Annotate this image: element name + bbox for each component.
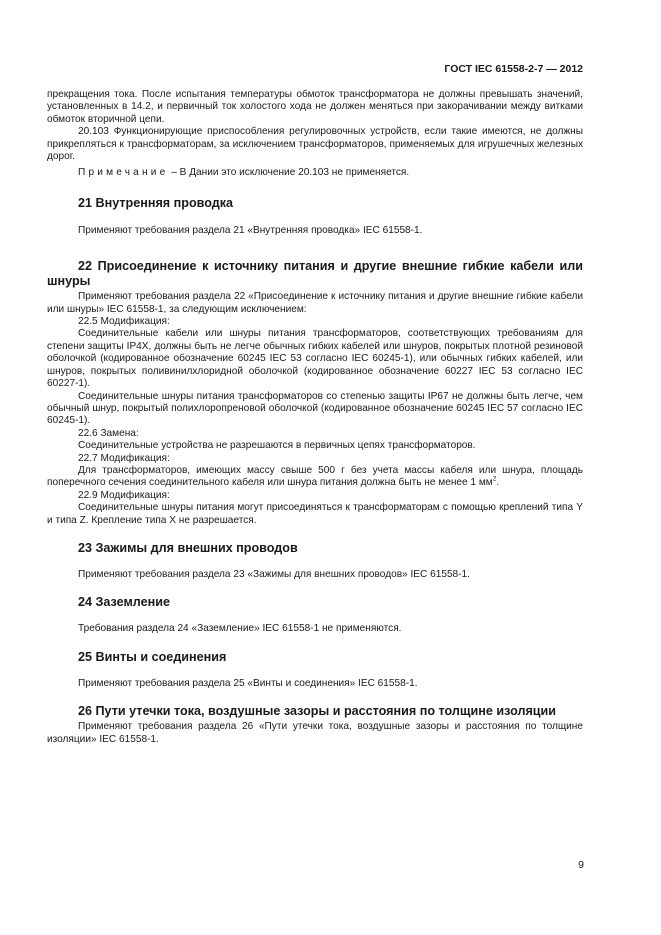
- clause-22-7-heading: 22.7 Модификация:: [78, 452, 170, 464]
- clause-22-7-end: .: [496, 477, 500, 489]
- clause-22-7-text: [47, 465, 583, 490]
- section-21-text: Применяют требования раздела 21 «Внутренняя проводка» IEC 61558-1.: [78, 224, 423, 236]
- note-text: – В Дании это исключение 20.103 не применяется.: [168, 167, 410, 179]
- section-26-title: 26 Пути утечки тока, воздушные зазоры и расстояния по толщине изоляции: [78, 704, 557, 719]
- section-22-intro: Применяют требования раздела 22 «Присоединение к источнику питания и другие внешние гибкие кабели или шнуры» IEC 61558-1, за следующим исключением:: [47, 291, 583, 315]
- clause-22-5-text-b: Соединительные шнуры питания трансформаторов со степенью защиты IP67 не должны быть легче, чем обычный шнур, покрытый полихлоропреновой оболочкой (кодированное обозначение 60245 IEC 57 согласно IEC 60245-1).: [47, 390, 583, 427]
- clause-22-6-heading: 22.6 Замена:: [78, 427, 139, 439]
- section-24-text: Требования раздела 24 «Заземление» IEC 61558-1 не применяются.: [78, 623, 402, 635]
- document-body: [47, 89, 583, 746]
- section-21-title: 21 Внутренняя проводка: [78, 195, 234, 210]
- clause-22-9-text: Соединительные шнуры питания могут присоединяться к трансформаторам с помощью креплений типа Y и типа Z. Крепление типа X не разрешается.: [47, 502, 583, 526]
- document-header: ГОСТ IEC 61558-2-7 — 2012: [444, 63, 583, 75]
- section-24-title: 24 Заземление: [78, 595, 170, 610]
- page-number: 9: [578, 859, 584, 871]
- clause-22-5-text-a: Соединительные кабели или шнуры питания трансформаторов, соответствующих требованиям для степени защиты IP4X, должны быть не легче обычных гибких кабелей или шнуров, покрытых плотной резиновой оболочкой (кодированное обозначение 60245 IEC 53 согласно IEC 60245-1), или обычных гибких кабелей, или шнуров, покрытых поливинилхлоридной оболочкой (кодированное обозначение 60227 IEC 53 согласно IEC 60227-1).: [47, 328, 583, 390]
- section-25-text: Применяют требования раздела 25 «Винты и соединения» IEC 61558-1.: [78, 677, 418, 689]
- clause-22-5-heading: 22.5 Модификация:: [78, 316, 170, 328]
- section-25-title: 25 Винты и соединения: [78, 649, 227, 664]
- paragraph-continuation: прекращения тока. После испытания температуры обмоток трансформатора не должны превышать значений, установленных в 14.2, и первичный ток холостого хода не должен меняться при закорачивании между витками обмоток вторичной цепи.: [47, 89, 583, 125]
- section-26-text: Применяют требования раздела 26 «Пути утечки тока, воздушные зазоры и расстояния по толщине изоляции» IEC 61558-1.: [47, 721, 583, 745]
- note-label: Примечание: [78, 167, 169, 179]
- clause-22-7-body: Для трансформаторов, имеющих массу свыше 500 г без учета массы кабеля или шнура, площадь поперечного сечения соединительного кабеля или шнура питания должна быть не менее 1 мм: [47, 464, 583, 489]
- clause-22-6-text: Соединительные устройства не разрешаются в первичных цепях трансформаторов.: [78, 440, 476, 452]
- superscript: 2: [492, 475, 497, 483]
- section-23-title: 23 Зажимы для внешних проводов: [78, 540, 298, 555]
- clause-22-9-heading: 22.9 Модификация:: [78, 489, 170, 501]
- section-23-text: Применяют требования раздела 23 «Зажимы для внешних проводов» IEC 61558-1.: [78, 568, 470, 580]
- note: [47, 167, 583, 179]
- section-22-title: 22 Присоединение к источнику питания и другие внешние гибкие кабели или шнуры: [47, 259, 583, 289]
- paragraph-20-103: 20.103 Функционирующие приспособления регулировочных устройств, если такие имеются, не должны прикрепляться к трансформаторам, за исключением трансформаторов, применяемых для игрушечных железных дорог.: [47, 126, 583, 163]
